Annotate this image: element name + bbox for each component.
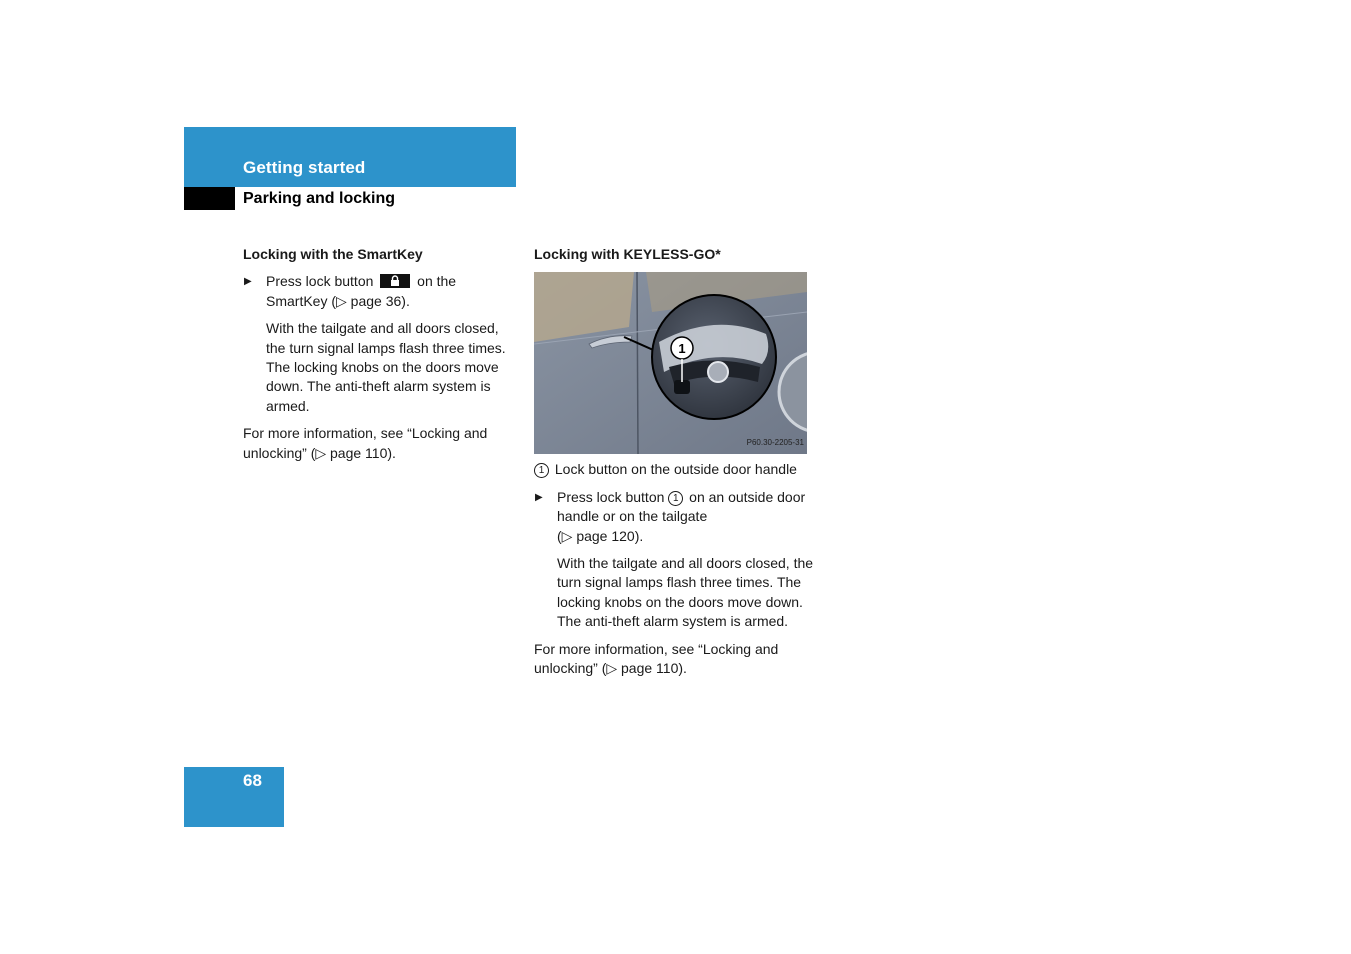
keyless-go-result: With the tailgate and all doors closed, the turn signal lamps flash three times. The locking knobs on the doors move down. The anti-theft alarm system is armed. — [557, 555, 814, 630]
keyless-go-step-text-before: Press lock button — [557, 488, 665, 505]
callout-1-icon: 1 — [668, 491, 683, 506]
keyless-go-step-page-ref[interactable]: (▷ page 120). — [557, 527, 644, 544]
chapter-title: Getting started — [243, 158, 366, 177]
figure-code: P60.30-2205-31 — [746, 438, 804, 447]
page-number-box — [184, 767, 284, 827]
left-column — [243, 245, 518, 471]
lock-icon — [380, 274, 410, 288]
figure-caption-text: Lock button on the outside door handle — [554, 461, 797, 478]
keyless-go-step-text-after: on an outside door handle or on the tailgate — [557, 488, 806, 525]
section-title: Parking and locking — [243, 190, 396, 207]
keyless-go-step — [534, 488, 814, 546]
smartkey-more-info[interactable]: For more information, see “Locking and unlocking” (▷ page 110). — [243, 425, 488, 461]
figure-callout-number: 1 — [678, 341, 686, 357]
smartkey-heading: Locking with the SmartKey — [243, 246, 423, 262]
keyless-go-heading: Locking with KEYLESS-GO* — [534, 246, 721, 262]
section-tab-marker — [184, 187, 235, 210]
triangle-right-icon: ▶ — [535, 491, 543, 503]
smartkey-step-page-ref[interactable]: ▷ page 36). — [336, 292, 410, 309]
figure-caption — [534, 460, 814, 479]
page-number: 68 — [243, 771, 262, 790]
callout-1-icon: 1 — [534, 463, 549, 478]
smartkey-step — [243, 272, 518, 311]
smartkey-step-text-after: on the SmartKey ( — [266, 273, 457, 309]
smartkey-result: With the tailgate and all doors closed, the turn signal lamps flash three times. The locking knobs on the doors move down. The anti-theft alarm system is armed. — [266, 320, 506, 414]
door-handle-illustration — [534, 272, 807, 454]
chapter-header-bar — [184, 127, 516, 187]
smartkey-step-text-before: Press lock button — [266, 273, 374, 290]
triangle-right-icon: ▶ — [244, 276, 252, 288]
keyless-go-more-info[interactable]: For more information, see “Locking and unlocking” (▷ page 110). — [534, 640, 779, 677]
right-column — [534, 245, 814, 686]
